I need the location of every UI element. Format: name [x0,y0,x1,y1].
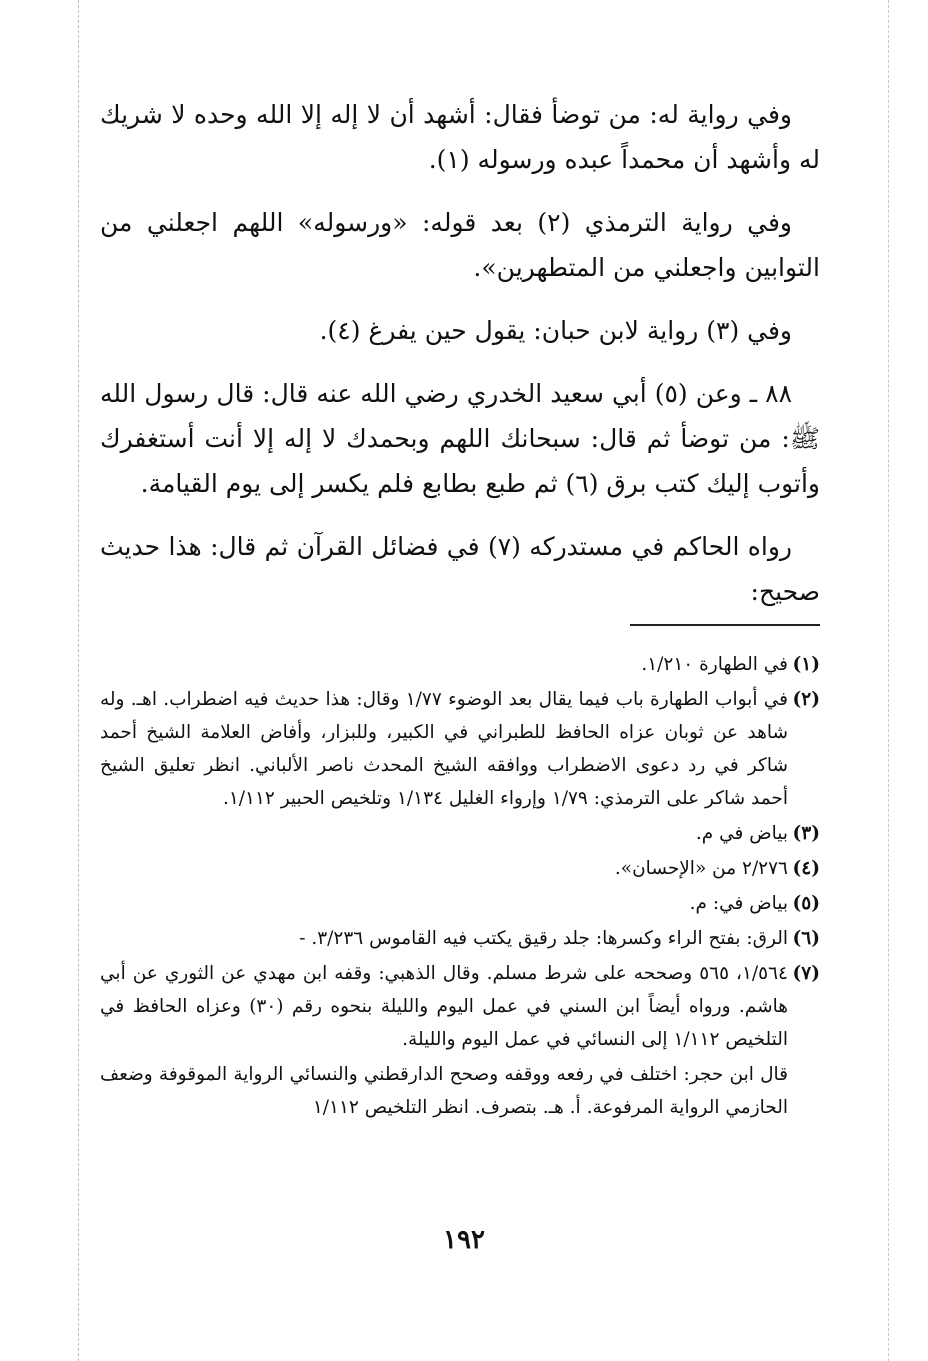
footnote-number: (٢) [792,689,820,710]
margin-guide-right [888,0,889,1361]
footnote-text: ٢/٢٧٦ من «الإحسان». [614,858,788,879]
footnote-number: (٧) [792,963,820,984]
footnote-item [100,817,820,850]
margin-guide-left [78,0,79,1361]
footnote-item [100,683,820,815]
body-paragraph-1: وفي رواية له: من توضأ فقال: أشهد أن لا إله إلا الله وحده لا شريك له وأشهد أن محمداً عبده ورسوله (١). [100,100,820,174]
footnote-separator [630,624,820,626]
footnote-item [100,922,820,955]
footnote-text: في أبواب الطهارة باب فيما يقال بعد الوضوء ١/٧٧ وقال: هذا حديث فيه اضطراب. اهـ. وله شاهد عن ثوبان عزاه الحافظ للطبراني في الكبير، وللبزار، وأفاض العلامة الشيخ أحمد شاكر في رد دعوى الاضطراب ووافقه الشيخ المحدث ناصر الألباني. انظر تعليق الشيخ أحمد شاكر على الترمذي: ١/٧٩ وإرواء الغليل ١/١٣٤ وتلخيص الحبير ١/١١٢. [100,689,788,809]
footnote-item [100,957,820,1056]
footnote-text: بياض في: م. [689,893,788,914]
body-paragraph-2: وفي رواية الترمذي (٢) بعد قوله: «ورسوله» اللهم اجعلني من التوابين واجعلني من المتطهرين». [100,208,820,282]
footnote-item [100,852,820,885]
footnote-continuation: قال ابن حجر: اختلف في رفعه ووقفه وصحح الدارقطني والنسائي الرواية الموقوفة وضعف الحازمي الرواية المرفوعة. أ. هـ. بتصرف. انظر التلخيص ١/١١٢ [100,1064,788,1118]
footnote-text: ١/٥٦٤، ٥٦٥ وصححه على شرط مسلم. وقال الذهبي: وقفه ابن مهدي عن الثوري عن أبي هاشم. ورواه أيضاً ابن السني في عمل اليوم والليلة بنحوه رقم (٣٠) وعزاه الحافظ في التلخيص ١/١١٢ إلى النسائي في عمل اليوم والليلة. [100,963,788,1050]
footnotes [100,648,820,1124]
footnote-text: في الطهارة ١/٢١٠. [641,654,788,675]
body-paragraph-5: رواه الحاكم في مستدركه (٧) في فضائل القرآن ثم قال: هذا حديث صحيح: [100,532,820,606]
footnote-number: (١) [792,654,820,675]
footnote-text: بياض في م. [695,823,788,844]
footnote-number: (٤) [792,858,820,879]
footnote-number: (٦) [792,928,820,949]
footnote-item [100,887,820,920]
body-paragraph-4: ٨٨ ـ وعن (٥) أبي سعيد الخدري رضي الله عنه قال: قال رسول الله ﷺ: من توضأ ثم قال: سبحانك اللهم وبحمدك لا إله إلا أنت أستغفرك وأتوب إليك كتب برق (٦) ثم طبع بطابع فلم يكسر إلى يوم القيامة. [100,379,820,498]
page-number: ١٩٢ [443,1225,485,1255]
footnote-number: (٣) [792,823,820,844]
footnote-number: (٥) [792,893,820,914]
footnote-item [100,648,820,681]
page-content [100,92,820,1126]
body-paragraph-3: وفي (٣) رواية لابن حبان: يقول حين يفرغ (٤). [319,316,792,345]
footnote-text: الرق: بفتح الراء وكسرها: جلد رقيق يكتب فيه القاموس ٣/٢٣٦. - [299,928,788,949]
